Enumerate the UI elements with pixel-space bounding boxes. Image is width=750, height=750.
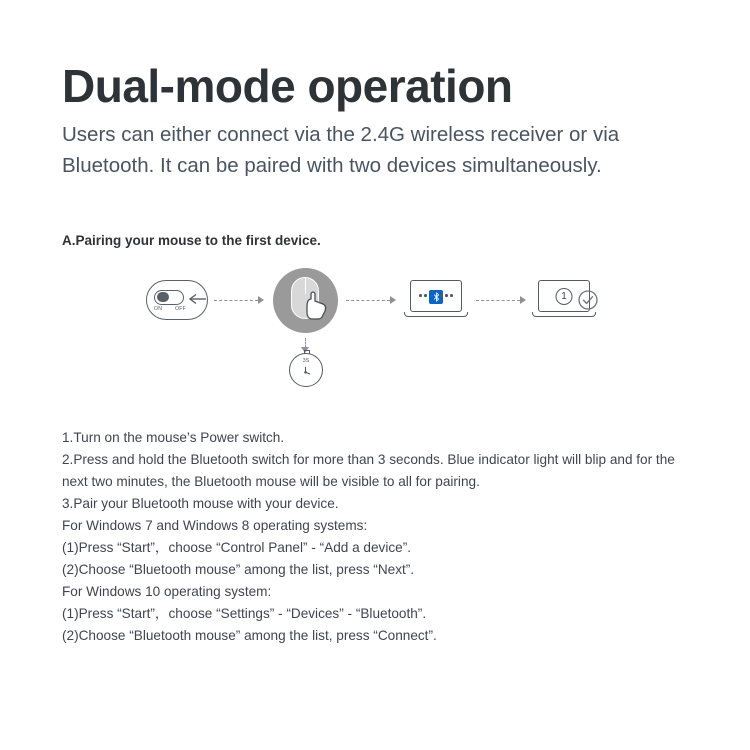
- three-second-timer-icon: [289, 353, 323, 387]
- switch-direction-arrow-icon: [187, 293, 207, 305]
- connector-arrow-1-icon: [258, 296, 264, 304]
- mouse-bluetooth-button-icon: [273, 268, 338, 333]
- laptop-base-2: [532, 312, 596, 317]
- switch-off-label: OFF: [175, 305, 186, 312]
- instruction-step: For Windows 7 and Windows 8 operating systems:: [62, 518, 368, 534]
- instruction-step: (2)Choose “Bluetooth mouse” among the list, press “Next”.: [62, 562, 415, 578]
- switch-knob: [157, 292, 169, 302]
- connector-mouse-to-laptop: [346, 300, 390, 301]
- switch-track: [154, 290, 184, 305]
- connector-arrow-3-icon: [520, 296, 526, 304]
- instruction-step: (1)Press “Start”，choose “Control Panel” - “Add a device”.: [62, 540, 412, 556]
- switch-labels: [154, 306, 186, 312]
- instruction-step: 1.Turn on the mouse’s Power switch.: [62, 429, 285, 445]
- pairing-diagram: [62, 268, 688, 413]
- bluetooth-glyph-icon: [433, 292, 440, 302]
- dot: [440, 294, 443, 297]
- instruction-step: 2.Press and hold the Bluetooth switch for more than 3 seconds. Blue indicator light will blip and for the next two minutes, the Bluetooth mouse will be visible to all for pairing.: [62, 451, 675, 489]
- laptop-bluetooth-icon: [404, 280, 468, 322]
- dot: [419, 294, 422, 297]
- instruction-step: For Windows 10 operating system:: [62, 584, 272, 600]
- switch-on-label: ON: [154, 305, 163, 312]
- success-check-icon: [578, 290, 598, 310]
- section-heading: A.Pairing your mouse to the first device.: [62, 232, 321, 248]
- instruction-step: 3.Pair your Bluetooth mouse with your device.: [62, 496, 339, 511]
- laptop-screen: [410, 280, 462, 312]
- instruction-step: (1)Press “Start”，choose “Settings” - “Devices” - “Bluetooth”.: [62, 606, 427, 622]
- dot: [450, 294, 453, 297]
- timer-label: 3S: [302, 357, 310, 364]
- connector-arrow-2-icon: [390, 296, 396, 304]
- bluetooth-badge-icon: [429, 290, 443, 304]
- connector-laptop-to-laptop: [476, 300, 520, 301]
- power-switch-icon: [146, 280, 208, 320]
- timer-hands-icon: [290, 354, 321, 385]
- instruction-step: (2)Choose “Bluetooth mouse” among the list, press “Connect”.: [62, 628, 437, 644]
- dot: [424, 294, 427, 297]
- laptop-base: [404, 312, 468, 317]
- device-number-badge: 1: [556, 288, 573, 305]
- dot: [445, 294, 448, 297]
- page-title: Dual-mode operation: [62, 60, 513, 112]
- connector-switch-to-mouse: [214, 300, 258, 301]
- instruction-list: [62, 427, 688, 647]
- hand-press-icon: [303, 290, 329, 320]
- page-subtitle: Users can either connect via the 2.4G wireless receiver or via Bluetooth. It can be paired with two devices simultaneously.: [62, 123, 620, 177]
- laptop-right-dots: [440, 294, 453, 297]
